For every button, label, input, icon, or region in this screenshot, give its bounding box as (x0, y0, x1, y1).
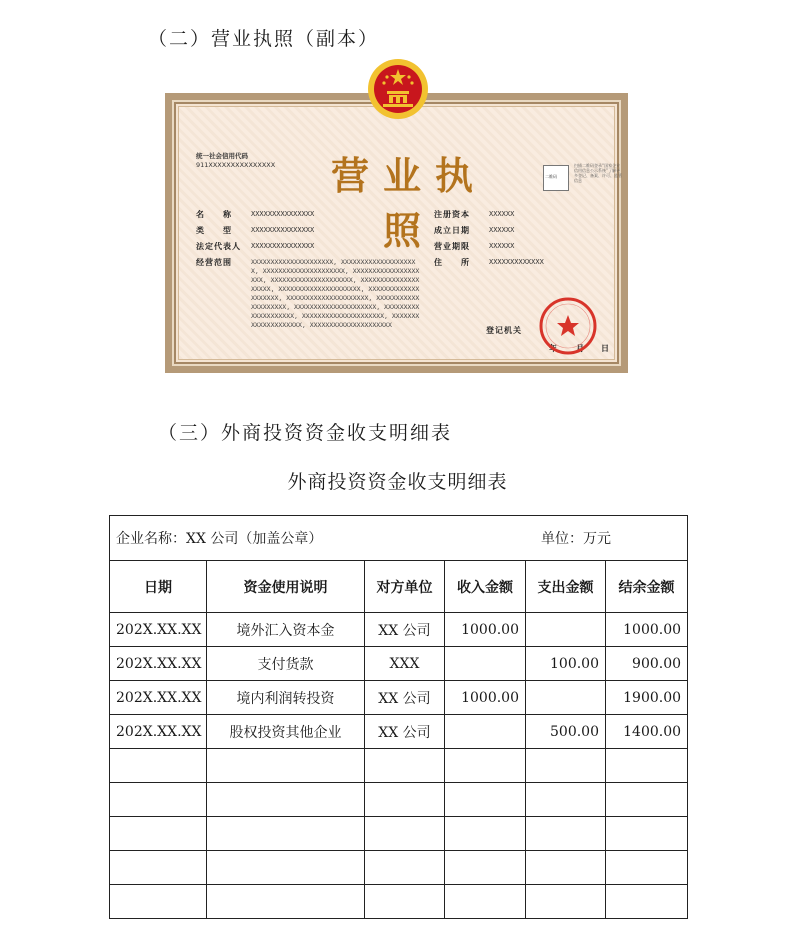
table-row (110, 851, 688, 885)
section-3-heading: （三）外商投资资金收支明细表 (158, 422, 453, 444)
cell-expense (526, 851, 606, 885)
unit-label: 单位：万元 (541, 531, 612, 547)
col-header-income: 收入金额 (445, 561, 526, 613)
date-year: 年 (549, 344, 558, 353)
cell-balance: 1000.00 (606, 613, 688, 647)
credit-code-value: 911XXXXXXXXXXXXXXX (196, 161, 276, 169)
table-meta-row (110, 516, 688, 561)
table-title: 外商投资资金收支明细表 (287, 471, 508, 493)
cell-expense (526, 749, 606, 783)
qr-label: 二维码 (545, 174, 557, 179)
qr-note: 扫描二维码登录“国家企业信用信息公示系统”了解更多登记、备案、许可、监管信息 (574, 163, 622, 183)
cell-counterparty: XX 公司 (365, 681, 445, 715)
cell-counterparty: XXX (365, 647, 445, 681)
cell-date (110, 817, 207, 851)
cell-income: 1000.00 (445, 613, 526, 647)
cell-income (445, 715, 526, 749)
cell-date (110, 783, 207, 817)
field-value-name: XXXXXXXXXXXXXXX (251, 210, 315, 218)
field-value-capital: XXXXXX (489, 210, 515, 218)
cell-balance: 1900.00 (606, 681, 688, 715)
cell-income: 1000.00 (445, 681, 526, 715)
cell-income (445, 817, 526, 851)
credit-code-label: 统一社会信用代码 (196, 152, 248, 160)
date-day: 日 (601, 344, 610, 353)
col-header-balance: 结余金额 (606, 561, 688, 613)
cell-income (445, 851, 526, 885)
col-header-expense: 支出金额 (526, 561, 606, 613)
cell-usage (207, 783, 365, 817)
field-label-term: 营业期限 (434, 242, 470, 251)
field-label-address: 住 所 (434, 258, 470, 267)
registration-authority-label: 登记机关 (486, 326, 522, 335)
cell-expense (526, 885, 606, 919)
cell-date (110, 749, 207, 783)
cell-usage (207, 885, 365, 919)
cell-expense (526, 681, 606, 715)
table-row (110, 613, 688, 647)
cell-counterparty: XX 公司 (365, 613, 445, 647)
cell-date: 202X.XX.XX (110, 715, 207, 749)
registration-stamp-icon (538, 296, 598, 356)
cell-balance (606, 749, 688, 783)
col-header-usage: 资金使用说明 (207, 561, 365, 613)
table-row (110, 647, 688, 681)
cell-expense (526, 783, 606, 817)
cell-usage: 境外汇入资本金 (207, 613, 365, 647)
qr-code-icon (543, 165, 569, 191)
field-value-scope: XXXXXXXXXXXXXXXXXXXXX, XXXXXXXXXXXXXXXXXXXX, XXXXXXXXXXXXXXXXXXXXX, XXXXXXXXXXXXXXXXXXXX, XXXXXXXXXXXXXXXXXXXXX, XXXXXXXXXXXXXXXXXXXX, XXXXXXXXXXXXXXXXXXXXX, XXXXXXXXXXXXXXXXXXXX, XXXXXXXXXXXXXXXXXXXXX, XXXXXXXXXXXXXXXXXXXX, XXXXXXXXXXXXXXXXXXXXX, XXXXXXXXXXXXXXXXXXXX, XXXXXXXXXXXXXXXXXXXXX, XXXXXXXXXXXXXXXXXXXX, XXXXXXXXXXXXXXXXXXXXX (251, 258, 420, 329)
cell-expense (526, 613, 606, 647)
cell-balance (606, 783, 688, 817)
cell-counterparty (365, 851, 445, 885)
cell-income (445, 783, 526, 817)
table-row (110, 885, 688, 919)
field-label-scope: 经营范围 (196, 258, 232, 267)
field-label-capital: 注册资本 (434, 210, 470, 219)
cell-income (445, 647, 526, 681)
cell-counterparty (365, 885, 445, 919)
company-name-label: 企业名称：XX 公司（加盖公章） (116, 531, 323, 547)
date-month: 月 (576, 344, 585, 353)
cell-date (110, 885, 207, 919)
cell-date: 202X.XX.XX (110, 647, 207, 681)
field-label-type: 类 型 (196, 226, 232, 235)
col-header-date: 日期 (110, 561, 207, 613)
field-value-established: XXXXXX (489, 226, 515, 234)
cell-usage: 境内利润转投资 (207, 681, 365, 715)
table-body (110, 613, 688, 919)
field-label-name: 名 称 (196, 210, 232, 219)
field-label-legal-rep: 法定代表人 (196, 242, 241, 251)
field-label-established: 成立日期 (434, 226, 470, 235)
cell-date (110, 851, 207, 885)
table-row (110, 783, 688, 817)
section-2-heading: （二）营业执照（副本） (148, 28, 380, 50)
cell-expense: 100.00 (526, 647, 606, 681)
field-value-type: XXXXXXXXXXXXXXX (251, 226, 315, 234)
cell-balance (606, 851, 688, 885)
cell-usage (207, 749, 365, 783)
cell-usage: 支付货款 (207, 647, 365, 681)
cell-usage (207, 817, 365, 851)
cell-counterparty (365, 783, 445, 817)
cell-balance: 1400.00 (606, 715, 688, 749)
field-value-term: XXXXXX (489, 242, 515, 250)
cell-expense (526, 817, 606, 851)
cell-date: 202X.XX.XX (110, 613, 207, 647)
table-row (110, 715, 688, 749)
national-emblem-icon (367, 58, 429, 120)
cell-income (445, 885, 526, 919)
cell-counterparty (365, 749, 445, 783)
cell-counterparty: XX 公司 (365, 715, 445, 749)
table-row (110, 817, 688, 851)
fund-detail-table (109, 515, 688, 919)
table-meta-cell (110, 516, 688, 561)
table-row (110, 681, 688, 715)
cell-usage: 股权投资其他企业 (207, 715, 365, 749)
field-value-legal-rep: XXXXXXXXXXXXXXX (251, 242, 315, 250)
cell-usage (207, 851, 365, 885)
cell-income (445, 749, 526, 783)
cell-balance: 900.00 (606, 647, 688, 681)
table-header-row (110, 561, 688, 613)
cell-balance (606, 817, 688, 851)
license-title: 营业执照 (330, 154, 487, 253)
cell-balance (606, 885, 688, 919)
cell-date: 202X.XX.XX (110, 681, 207, 715)
cell-expense: 500.00 (526, 715, 606, 749)
col-header-counterparty: 对方单位 (365, 561, 445, 613)
table-row (110, 749, 688, 783)
field-value-address: XXXXXXXXXXXXX (489, 258, 544, 266)
cell-counterparty (365, 817, 445, 851)
